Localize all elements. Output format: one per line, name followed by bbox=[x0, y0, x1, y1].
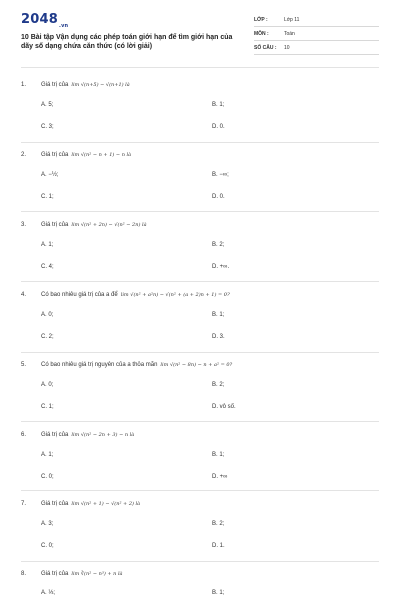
option-a: A. ⅓; bbox=[41, 590, 56, 596]
math-expression: lim √(n² + 2n) − √(n² − 2n) là bbox=[71, 222, 147, 228]
stem-text: Giá trị của bbox=[41, 432, 69, 438]
math-expression: lim √(n² − 2n + 3) − n là bbox=[71, 432, 135, 438]
option-d: D. vô số. bbox=[212, 404, 236, 410]
site-logo[interactable] bbox=[21, 12, 68, 29]
option-b: B. −∞; bbox=[212, 172, 229, 178]
question-stem bbox=[41, 432, 134, 438]
option-a: A. 0; bbox=[41, 382, 54, 388]
meta-key: LỚP : bbox=[254, 17, 268, 23]
question-stem bbox=[41, 362, 232, 368]
divider bbox=[21, 281, 379, 282]
meta-value: Lớp 11 bbox=[284, 17, 300, 23]
stem-text: Giá trị của bbox=[41, 501, 69, 507]
option-d: D. +∞. bbox=[212, 264, 230, 270]
math-expression: lim √(n² − n + 1) − n là bbox=[71, 152, 132, 158]
option-d: D. +∞ bbox=[212, 474, 228, 480]
option-d: D. 0. bbox=[212, 194, 225, 200]
stem-text: Giá trị của bbox=[41, 222, 69, 228]
math-expression: lim ∛(n² − n³) + n là bbox=[71, 571, 123, 577]
option-c: C. 1; bbox=[41, 404, 54, 410]
option-b: B. 1; bbox=[212, 452, 225, 458]
option-c: C. 4; bbox=[41, 264, 54, 270]
question-stem bbox=[41, 571, 123, 577]
stem-text: Có bao nhiêu giá trị nguyên của a thỏa mãn bbox=[41, 362, 158, 368]
question-number: 7. bbox=[21, 501, 27, 507]
option-c: C. 3; bbox=[41, 124, 54, 130]
question-number: 4. bbox=[21, 292, 27, 298]
option-b: B. 2; bbox=[212, 242, 225, 248]
math-expression: lim √(n² − 8n) − n + a² = 0? bbox=[160, 362, 233, 368]
meta-row-class bbox=[254, 14, 379, 27]
option-a: A. 1; bbox=[41, 452, 54, 458]
divider bbox=[21, 352, 379, 353]
divider bbox=[21, 67, 379, 68]
question-stem bbox=[41, 152, 131, 158]
math-expression: lim √(n+5) − √(n+1) là bbox=[71, 82, 130, 88]
stem-text: Giá trị của bbox=[41, 152, 69, 158]
option-a: A. −½; bbox=[41, 172, 59, 178]
option-a: A. 0; bbox=[41, 312, 54, 318]
stem-text: Giá trị của bbox=[41, 82, 69, 88]
option-b: B. 1; bbox=[212, 590, 225, 596]
question-number: 1. bbox=[21, 82, 27, 88]
meta-key: SỐ CÂU : bbox=[254, 45, 277, 51]
divider bbox=[21, 490, 379, 491]
option-c: C. 2; bbox=[41, 334, 54, 340]
stem-text: Có bao nhiêu giá trị của a để bbox=[41, 292, 118, 298]
divider bbox=[21, 421, 379, 422]
logo-sub: .vn bbox=[58, 22, 69, 29]
option-d: D. 1. bbox=[212, 543, 225, 549]
logo-main: 2048 bbox=[21, 12, 58, 27]
stem-text: Giá trị của bbox=[41, 571, 69, 577]
meta-value: 10 bbox=[284, 45, 290, 51]
option-b: B. 1; bbox=[212, 102, 225, 108]
math-expression: lim √(n² + 1) − √(n² + 2) là bbox=[71, 501, 141, 507]
question-number: 3. bbox=[21, 222, 27, 228]
option-a: A. 5; bbox=[41, 102, 54, 108]
option-b: B. 2; bbox=[212, 521, 225, 527]
option-d: D. 3. bbox=[212, 334, 225, 340]
worksheet-title: 10 Bài tập Vận dụng các phép toán giới hạn để tìm giới hạn của dãy số dạng chứa căn thức (có lời giải) bbox=[21, 34, 233, 50]
option-d: D. 0. bbox=[212, 124, 225, 130]
question-stem bbox=[41, 501, 140, 507]
question-number: 2. bbox=[21, 152, 27, 158]
meta-row-count bbox=[254, 42, 379, 55]
question-stem bbox=[41, 292, 230, 298]
question-number: 6. bbox=[21, 432, 27, 438]
question-stem bbox=[41, 82, 130, 88]
math-expression: lim √(n² + a²n) − √(n² + (a + 2)n + 1) = 0? bbox=[120, 292, 230, 298]
meta-row-subject bbox=[254, 28, 379, 41]
question-stem bbox=[41, 222, 147, 228]
option-c: C. 1; bbox=[41, 194, 54, 200]
question-number: 5. bbox=[21, 362, 27, 368]
option-c: C. 0; bbox=[41, 543, 54, 549]
divider bbox=[21, 561, 379, 562]
meta-value: Toán bbox=[284, 31, 295, 37]
divider bbox=[21, 142, 379, 143]
option-b: B. 2; bbox=[212, 382, 225, 388]
question-number: 8. bbox=[21, 571, 27, 577]
option-a: A. 3; bbox=[41, 521, 54, 527]
option-a: A. 1; bbox=[41, 242, 54, 248]
option-b: B. 1; bbox=[212, 312, 225, 318]
option-c: C. 0; bbox=[41, 474, 54, 480]
divider bbox=[21, 211, 379, 212]
meta-key: MÔN : bbox=[254, 31, 269, 37]
